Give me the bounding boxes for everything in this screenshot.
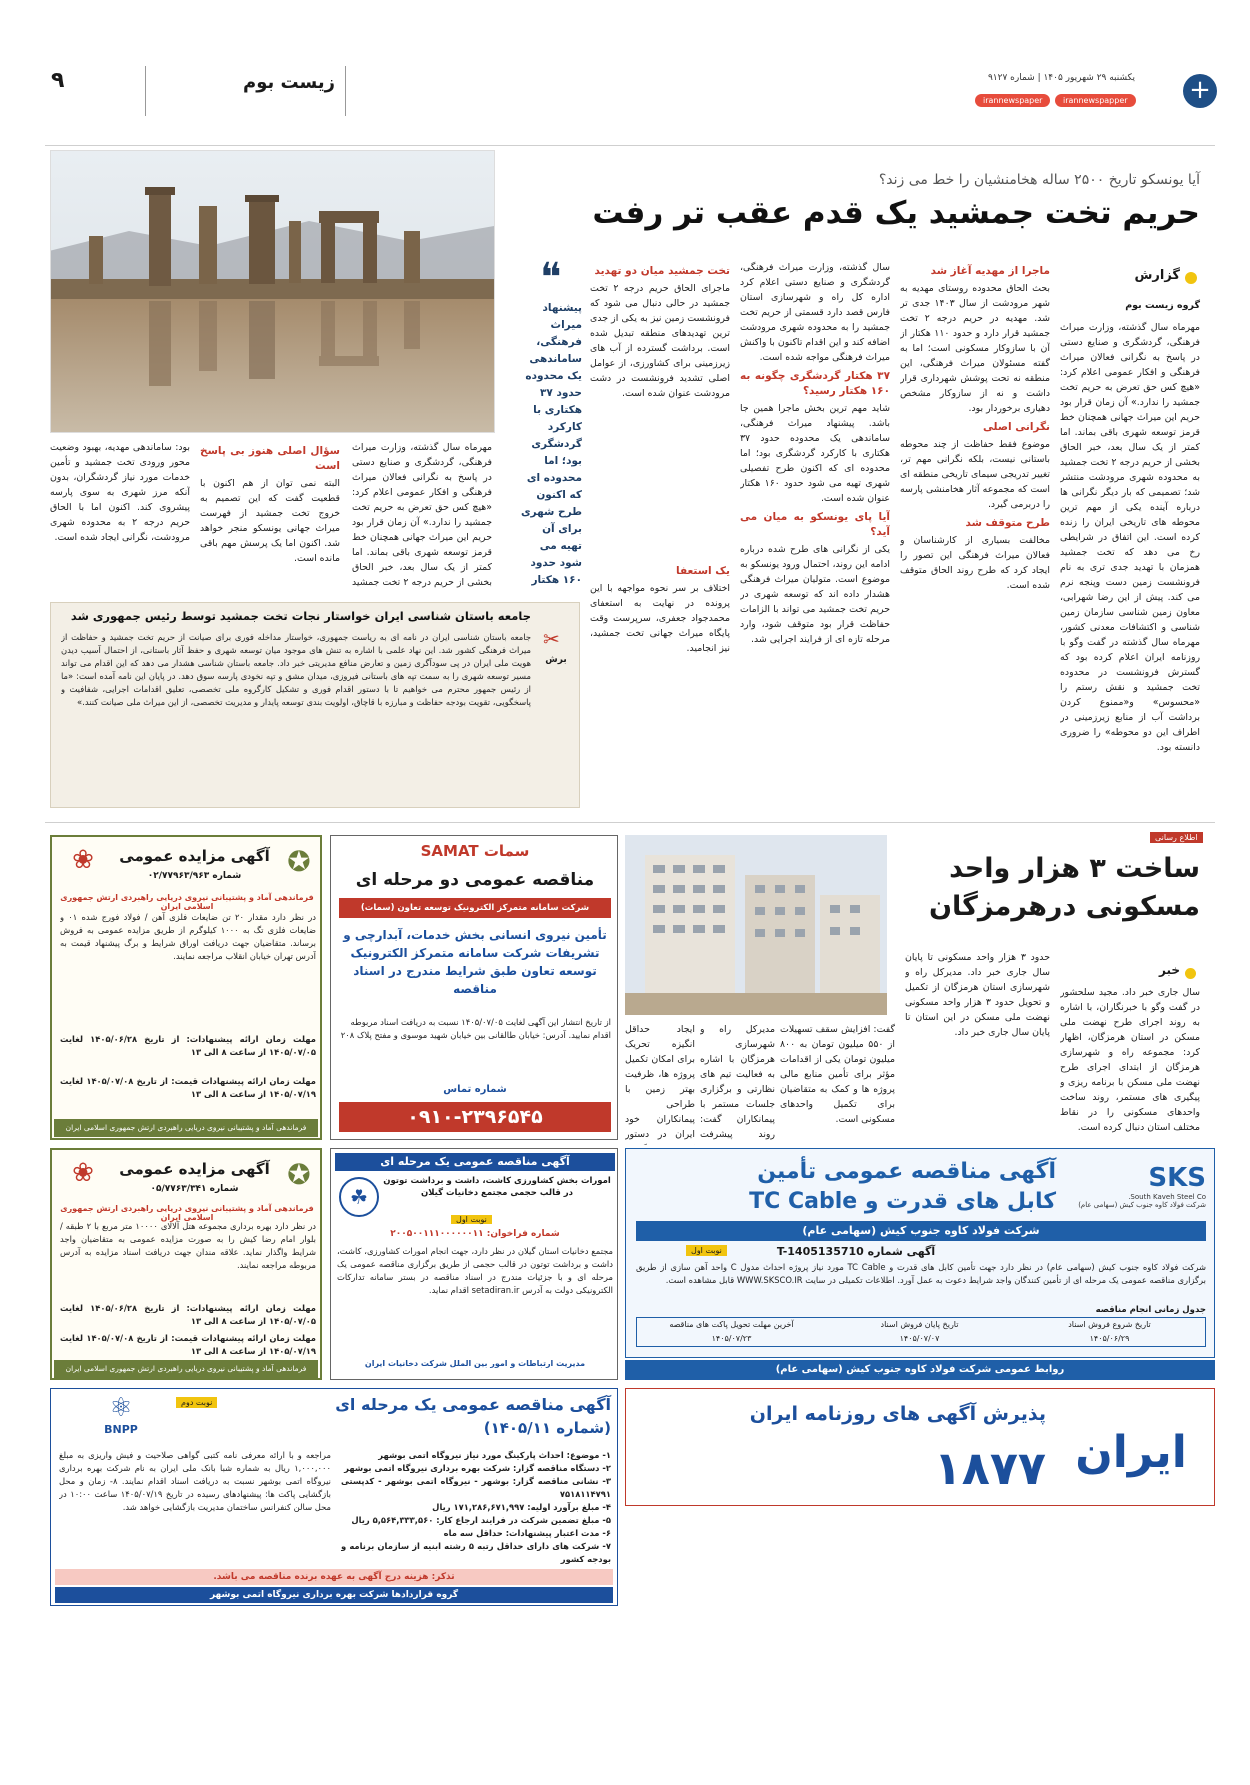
sidebar-box xyxy=(50,602,580,808)
samat-body: از تاریخ انتشار این آگهی لغایت ۱۴۰۵/۰۷/۰۵ نسبت به دریافت اسناد مربوطه اقدام نمایید. آدرس: خیابان طالقانی بین خیابان شهید موسوی و مفتح پلاک ۲۰۸ xyxy=(340,1017,611,1040)
bushehr-brand: BNPP xyxy=(104,1423,138,1436)
army-1-deadline-2: مهلت زمان ارائه پیشنهادات قیمت: از تاریخ ۱۴۰۵/۰۷/۰۸ لغایت ۱۴۰۵/۰۷/۱۹ از ساعت ۸ الی ۱۳ xyxy=(60,1076,316,1099)
persepolis-illustration xyxy=(50,151,494,433)
tobacco-stage: نوبت اول xyxy=(451,1215,492,1224)
box-body: جامعه باستان شناسی ایران در نامه ای به ریاست جمهوری، خواستار مداخله فوری برای صیانت از حریم تخت جمشید و حفاظت از میراث فرهنگی کشور شد. این نهاد علمی با اشاره به تنش های موجود میان توسعه شهری و حفظ آثار باستانی، از احتمال آسیب دیدن هویت ملی ایران در پی سودآگری زمین و تعارض منافع مدیریتی خبر داد. جامعه باستان شناسی هشدار می دهد که این اقدام می تواند مسیر توسعه شهری را به سمت تپه های باستانی فیروزی، میدان مشق و تپه نخودی پارسه سوق دهد. در پایان این نامه آمده است: «ما از رئیس جمهور محترم می خواهیم تا با دستور اقدام فوری و تشکیل کارگروه ملی تخصصی، تعلیق اقدامات اجرایی، شفافیت و پاسخگویی، تقویت بودجه حفاظت و مبارزه با قاچاق، اولویت بندی توسعه پایدار و مدیریت تخصصی، از این میراث ملی صیانت کنند.» xyxy=(61,632,531,707)
samat-subject: تأمین نیروی انسانی بخش خدمات، آبدارچی و تشریفات شرکت سامانه متمرکز الکترونیک توسعه تعاون طبق شرایط مندرج در اسناد مناقصه xyxy=(343,928,607,996)
bushehr-footer: گروه قراردادها شرکت بهره برداری نیروگاه اتمی بوشهر xyxy=(55,1587,613,1603)
story-col-5-text: موضوع فقط حفاظت از چند محوطه باستانی نیست، بلکه نگرانی مهم تر، تغییر تدریجی سیمای تاریخی منطقه ای است که مجموعه آثار هخامنشی پارسه را دربرمی گیرد. xyxy=(900,439,1050,510)
army-ad-2 xyxy=(50,1148,322,1380)
housing-col-3: حدود ۳ هزار واحد مسکونی تا پایان سال جاری خبر داد. مدیرکل راه و شهرسازی استان هرمزگان از تکمیل و تحویل حدود ۳ هزار واحد مسکونی نهضت ملی مسکن در این استان تا پایان سال جاری خبر داد. xyxy=(905,952,1050,1038)
sks-notice-no: آگهی شماره T-1405135710 xyxy=(776,1245,936,1258)
news-tag: خبر xyxy=(1158,963,1180,977)
story-col-8-text: ماجرای الحاق حریم درجه ۲ تخت جمشید در حالی دنبال می شود که فرونشست زمین نیز به یکی از جدی ترین تهدیدهای منطقه تبدیل شده است. برداشت گسترده از آب های زیرزمینی برای کشاورزی، از عوامل اصلی تشدید فرونشست در دشت مرودشت عنوان شده است. xyxy=(590,283,730,399)
report-label: گزارش xyxy=(1134,268,1180,283)
sks-title-1: آگهی مناقصه عمومی تأمین xyxy=(757,1159,1056,1184)
army-1-footer: فرماندهی آماد و پشتیبانی نیروی دریایی راهبردی ارتش جمهوری اسلامی ایران xyxy=(54,1119,318,1137)
army-1-title: آگهی مزایده عمومی xyxy=(119,847,270,865)
story-col-7-text: یکی از نگرانی های طرح شده درباره ادامه این روند، احتمال ورود یونسکو به موضوع است. متولیان میراث فرهنگی هشدار داده اند که توسعه شهری در حریم تخت جمشید می تواند با الزامات حفاظت قرار بود متوقف شود، وارد مرحله تازه ای از فرایند اجرایی شد. xyxy=(740,544,890,645)
story-col-2-text: سال گذشته، وزارت میراث فرهنگی، گردشگری و صنایع دستی اعلام کرد اداره کل راه و شهرسازی استان فارس قصد دارد قسمتی از حریم تخت جمشید را به محدوده شهری مرودشت اضافه کند و این اقدام تاکنون با واکنش میراث فرهنگی مواجه شده است. xyxy=(740,262,890,363)
story-col-11 xyxy=(200,440,340,590)
byline: گروه زیست بوم xyxy=(1125,300,1200,311)
sks-footer: روابط عمومی شرکت فولاد کاوه جنوب کیش (سهامی عام) xyxy=(625,1360,1215,1380)
section-title: زیست بوم xyxy=(243,72,335,93)
iran-logo: ایران xyxy=(1075,1427,1187,1478)
sks-schedule-label: جدول زمانی انجام مناقصه xyxy=(1095,1305,1206,1315)
bushehr-note: تذکر: هزینه درج آگهی به عهده برنده مناقصه می باشد. xyxy=(55,1569,613,1585)
samat-phone[interactable]: ۰۹۱۰-۲۳۹۶۵۴۵ xyxy=(339,1102,611,1132)
army-2-body: در نظر دارد بهره برداری مجموعه هتل آلالای ۱۰۰۰۰ متر مربع با ۲ طبقه / بلوار امام رضا کیش را به صورت مزایده عمومی به متقاضیان واجد شرایط واگذار نماید. علاقه مندان جهت دریافت اسناد مزایده به آدرس مربوطه مراجعه نمایند. xyxy=(60,1221,316,1270)
box-title: جامعه باستان شناسی ایران خواستار نجات تخت جمشید توسط رئیس جمهوری شد xyxy=(70,609,531,623)
quote-icon: ❝ xyxy=(540,255,562,301)
housing-photo xyxy=(625,835,887,1015)
news-tag-dot xyxy=(1185,968,1196,979)
bushehr-logo xyxy=(81,1393,161,1445)
sks-brand: SKS xyxy=(1148,1163,1206,1193)
sks-stage: نوبت اول xyxy=(686,1245,727,1256)
bushehr-ad xyxy=(50,1388,618,1606)
persepolis-photo xyxy=(50,150,495,433)
samat-brand: سمات SAMAT xyxy=(420,842,530,860)
subhead-5: آیا پای یونسکو به میان می آید؟ xyxy=(740,511,890,538)
sks-col-v3: ۱۴۰۵/۰۷/۲۳ xyxy=(711,1334,752,1343)
story-col-10: بود: ساماندهی مهدیه، بهبود وضعیت محور ورودی تخت جمشید و تأمین خدمات مورد نیاز گردشگران، بدون آنکه مرز شهری به سوی پارسه پیشروی کند. اکنون اما با الحاق حریم درجه ۲ به محدوده شهری مرودشت، نگرانی ایجاد شده است. xyxy=(50,442,190,543)
tobacco-number: شماره فراخوان: ۲۰۰۵۰۰۱۱۱۰۰۰۰۰۰۱۱ xyxy=(390,1229,560,1239)
army-1-org: فرماندهی آماد و پشتیبانی نیروی دریایی راهبردی ارتش جمهوری اسلامی ایران xyxy=(60,893,314,911)
social-handle-1[interactable]: irannewspaper xyxy=(975,94,1050,107)
subhead-8: سؤال اصلی هنوز بی پاسخ است xyxy=(200,445,340,472)
army-2-footer: فرماندهی آماد و پشتیبانی نیروی دریایی راهبردی ارتش جمهوری اسلامی ایران xyxy=(54,1360,318,1378)
samat-phone-label: شماره تماس xyxy=(443,1084,507,1095)
story-col-10-text: البته نمی توان از هم اکنون با قطعیت گفت که این تصمیم به خروج تخت جمشید از فهرست میراث جهانی یونسکو منجر خواهد شد. اکنون اما یک پرسش مهم باقی مانده است. xyxy=(200,478,340,564)
sks-brand-sub: South Kaveh Steel Co. xyxy=(1128,1193,1206,1201)
iran-phone[interactable]: ۱۸۷۷ xyxy=(933,1441,1046,1495)
iran-ad xyxy=(625,1388,1215,1506)
army-ad-1 xyxy=(50,835,322,1140)
samat-company: شرکت سامانه متمرکز الکترونیک توسعه تعاون (سمات) xyxy=(339,898,611,918)
report-label-dot xyxy=(1185,272,1197,284)
bushehr-number: (شماره ۱۴۰۵/۱۱) xyxy=(483,1419,611,1437)
tobacco-subtitle: امورات بخش کشاورزی کاشت، داشت و برداشت توتون در قالب حجمی مجتمع دخانیات گیلان xyxy=(383,1176,611,1198)
army-2-deadline-2: مهلت زمان ارائه پیشنهادات قیمت: از تاریخ ۱۴۰۵/۰۷/۰۸ لغایت ۱۴۰۵/۰۷/۱۹ از ساعت ۸ الی ۱۳ xyxy=(60,1333,316,1356)
subhead-3: نگرانی اصلی xyxy=(982,421,1050,433)
army-1-deadline-1: مهلت زمان ارائه پیشنهادات: از تاریخ ۱۴۰۵/۰۶/۲۸ لغایت ۱۴۰۵/۰۷/۰۵ از ساعت ۸ الی ۱۳ xyxy=(60,1034,316,1057)
tobacco-body: مجتمع دخانیات استان گیلان در نظر دارد، جهت انجام امورات کشاورزی، کاشت، داشت و برداشت توتون در قالب حجمی از طریق برگزاری مناقصه عمومی یک مرحله ای و با جزئیات مندرج در اسناد مناقصه در بستر سامانه تدارکات الکترونیکی دولت به آدرس setadiran.ir اقدام نماید. xyxy=(337,1246,613,1295)
housing-col-5: ایجاد حداقل انگیزه تحریک برای امکان تکمیل پروژه ها، ظرفیت بهتر زمین با طراحی پیمانکاران خود ایران در دستور xyxy=(625,1024,695,1140)
atom-icon: ⚛ xyxy=(109,1393,133,1423)
subhead-2: ۳۷ هکتار گردشگری چگونه به ۱۶۰ هکتار رسید؟ xyxy=(740,370,890,397)
story-col-2 xyxy=(900,260,1050,810)
building-illustration xyxy=(625,835,887,1015)
tobacco-footer: مدیریت ارتباطات و امور بین الملل شرکت دخانیات ایران xyxy=(364,1359,586,1368)
army-1-number: شماره ۰۲/۷۷۹۶۳/۹۶۳ xyxy=(147,871,242,881)
page-number: ۹ xyxy=(51,68,65,93)
tobacco-logo: ☘ xyxy=(339,1177,379,1217)
tobacco-title: آگهی مناقصه عمومی یک مرحله ای xyxy=(335,1153,615,1171)
sks-col-h2: تاریخ پایان فروش اسناد xyxy=(880,1320,959,1329)
sks-body: شرکت فولاد کاوه جنوب کیش (سهامی عام) در نظر دارد جهت تأمین کابل های قدرت و TC Cable مورد نیاز پروژه احداث مدول C واحد آهن سازی از طریق برگزاری مناقصه عمومی یک مرحله ای از تأمین کنندگان واجد شرایط دعوت به عمل آورد. اطلاعات تکمیلی در سایت WWW.SKSCO.IR قابل مشاهده است. xyxy=(636,1262,1206,1285)
subhead-4: طرح متوقف شد xyxy=(965,517,1050,529)
bushehr-items: ۱- موضوع: احداث پارکینگ مورد نیاز نیروگاه اتمی بوشهر ۲- دستگاه مناقصه گزار: شرکت بهره برداری نیروگاه اتمی بوشهر ۳- نشانی مناقصه گزار: بوشهر - نیروگاه اتمی بوشهر - کدپستی ۷۵۱۸۱۱۴۷۹۱ ۴- مبلغ برآورد اولیه: ۱۷۱,۲۸۶,۶۷۱,۹۹۷ ریال ۵- مبلغ تضمین شرکت در فرایند ارجاع کار: ۵,۵۶۴,۳۳۳,۵۶۰ ریال ۶- مدت اعتبار پیشنهادات: حداقل سه ماه ۷- شرکت های دارای حداقل رتبه ۵ رشته ابنیه از سازمان برنامه و بودجه کشور xyxy=(341,1450,611,1564)
housing-headline: ساخت ۳ هزار واحد مسکونی درهرمزگان xyxy=(929,853,1200,922)
bushehr-title: آگهی مناقصه عمومی یک مرحله ای xyxy=(335,1395,611,1414)
army-emblem-icon: ✪ xyxy=(287,1158,311,1191)
housing-col-4: مدیرکل راه و شهرسازی هرمزگان با اشاره به فعالیت تیم های نظارتی و برگزاری جلسات مستمر با پیمانکاران گفت: روند پیشرفت xyxy=(700,1024,775,1140)
subhead-6: تخت جمشید میان دو تهدید xyxy=(594,265,730,277)
housing-col-2: گفت: افزایش سقف تسهیلات از ۵۵۰ میلیون تومان به ۸۰۰ میلیون تومان یکی از اقدامات مؤثر برای تأمین منابع مالی پروژه ها و کمک به متقاضیان برای تکمیل واحدهای مسکونی است. xyxy=(780,1024,895,1125)
army-seal-icon: ❀ xyxy=(72,845,94,875)
sks-col-v1: ۱۴۰۵/۰۶/۲۹ xyxy=(1089,1334,1130,1343)
story-col-4 xyxy=(590,260,730,555)
samat-ad xyxy=(330,835,618,1140)
army-2-org: فرماندهی آماد و پشتیبانی نیروی دریایی راهبردی ارتش جمهوری اسلامی ایران xyxy=(60,1204,314,1222)
story-col-3-text: بحث الحاق محدوده روستای مهدیه به شهر مرودشت از سال ۱۴۰۳ جدی تر شد. مهدیه در حریم درجه ۲ تخت جمشید قرار دارد و حدود ۱۱۰ هکتار از آن با سازوکار مسکونی است؛ اما به گفته مسئولان میراث فرهنگی، این منطقه نه تحت پوشش شهرداری قرار داشت و نه از سازوکار مشخص دهیاری برخوردار بود. xyxy=(900,283,1050,414)
bushehr-stage: نوبت دوم xyxy=(176,1397,217,1408)
sks-schedule-table xyxy=(636,1317,1206,1347)
social-handle-2[interactable]: irannewspapper xyxy=(1055,94,1136,107)
scissors-icon: ✂ xyxy=(543,627,560,651)
army-2-title: آگهی مزایده عمومی xyxy=(119,1160,270,1178)
sks-title-2: کابل های قدرت و TC Cable xyxy=(749,1189,1056,1214)
army-1-body: در نظر دارد مقدار ۲۰ تن ضایعات فلزی آهن / فولاد فورج شده ۰۱ و ضایعات فلزی تگ به ۱۰۰۰ کیلوگرم از طریق مزایده عمومی به فروش برساند. متقاضیان جهت دریافت اوراق شرایط و برگ پیشنهاد قیمت به آدرس تهران خیابان انقلاب مراجعه نمایند. xyxy=(60,912,316,961)
box-label: برش xyxy=(545,655,567,665)
header-divider xyxy=(345,66,346,116)
story-headline: حریم تخت جمشید یک قدم عقب تر رفت xyxy=(592,195,1200,231)
plus-icon[interactable]: + xyxy=(1183,74,1217,108)
sks-col-v2: ۱۴۰۵/۰۷/۰۷ xyxy=(899,1334,940,1343)
sks-ad xyxy=(625,1148,1215,1358)
story-col-1: مهرماه سال گذشته، وزارت میراث فرهنگی، گردشگری و صنایع دستی در پاسخ به نگرانی فعالان میراث فرهنگی و افکار عمومی اعلام کرد: «هیچ کس حق تعرض به حریم تخت جمشید را ندارد.» آن زمان قرار بود حریم این میراث جهانی همچنان خط قرمز توسعه شهری باقی بماند. اما کمتر از یک سال بعد، خبر الحاق بخشی از حریم درجه ۲ تخت جمشید به محدوده شهری مرودشت منتشر شد؛ تصمیمی که بار دیگر نگرانی ها درباره آینده یکی از مهم ترین محوطه های تاریخی ایران را زنده کرده است. این اتفاق در شرایطی رخ می دهد که تخت جمشید همزمان با تهدید جدی تری به نام فرونشست زمین دست وپنجه نرم می کند. پیش از این رضا شهرابی، معاون زمین شناسی سازمان زمین شناسی و اکتشافات معدنی کشور، مهرماه سال گذشته در گفت وگو با روزنامه ایران اعلام کرده بود که گسترش فرونشست در محدوده تخت جمشید و نقش رستم را «محسوس» و«ممنوع کردن برداشت آب از منابع زیرزمینی در اطراف این دو محوطه» را ضروری دانسته بود. xyxy=(1060,322,1200,753)
pull-quote: پیشنهاد میراث فرهنگی، ساماندهی یک محدوده حدود ۳۷ هکتاری با کارکرد گردشگری بود؛ اما محدوده ای که اکنون طرح شهری برای آن تهیه می شود حدود ۱۶۰ هکتار xyxy=(520,302,582,586)
issue-date: یکشنبه ۲۹ شهریور ۱۴۰۵ | شماره ۹۱۲۷ xyxy=(987,73,1135,83)
samat-title: مناقصه عمومی دو مرحله ای xyxy=(355,870,595,890)
housing-col-1: سال جاری خبر داد. مجید سلحشور در گفت وگو با خبرنگاران، با اشاره به روند اجرای طرح نهضت ملی مسکن در استان هرمزگان، اظهار کرد: مجموعه راه و شهرسازی هرمزگان از ابتدای اجرای طرح نهضت ملی مسکن با برنامه ریزی و پیگیری های مستمر، روند ساخت واحدهای مسکونی را در نقاط مختلف استان دنبال کرده است. xyxy=(1060,987,1200,1133)
story-col-12: مهرماه سال گذشته، وزارت میراث فرهنگی، گردشگری و صنایع دستی در پاسخ به نگرانی فعالان میراث فرهنگی و افکار عمومی اعلام کرد: «هیچ کس حق تعرض به حریم تخت جمشید را ندارد.» آن زمان قرار بود حریم این میراث جهانی همچنان خط قرمز توسعه شهری باقی بماند. اما کمتر از یک سال بعد، خبر الحاق بخشی از حریم درجه ۲ تخت جمشید xyxy=(352,442,492,588)
sks-logo xyxy=(1066,1163,1206,1209)
army-emblem-icon: ✪ xyxy=(287,845,311,878)
section-rule xyxy=(45,822,1215,823)
story-col-3 xyxy=(740,260,890,810)
story-col-4-text: شاید مهم ترین بخش ماجرا همین جا باشد. پیشنهاد میراث فرهنگی، ساماندهی یک محدوده حدود ۳۷ هکتاری با کارکرد گردشگری بود؛ اما محدوده ای که اکنون طرح تفصیلی شهری تهیه می شود حدود ۱۶۰ هکتار عنوان شده است. xyxy=(740,403,890,504)
army-2-number: شماره ۰۵/۷۷۶۳/۳۴۱ xyxy=(150,1184,239,1194)
iran-slogan: پذیرش آگهی های روزنامه ایران xyxy=(749,1403,1046,1425)
sks-company-bar: شرکت فولاد کاوه جنوب کیش (سهامی عام) xyxy=(636,1221,1206,1241)
story-col-6-text: مخالفت بسیاری از کارشناسان و فعالان میراث فرهنگی این تصور را ایجاد کرد که طرح روند الحاق متوقف شده است. xyxy=(900,535,1050,591)
sks-brand-fa: شرکت فولاد کاوه جنوب کیش (سهامی عام) xyxy=(1078,1201,1206,1209)
tobacco-ad xyxy=(330,1148,618,1380)
story-kicker: آیا یونسکو تاریخ ۲۵۰۰ ساله هخامنشیان را خط می زند؟ xyxy=(878,172,1200,188)
subhead-7: یک استعفا xyxy=(676,565,730,577)
sks-col-h1: تاریخ شروع فروش اسناد xyxy=(1068,1320,1151,1329)
header-rule xyxy=(45,145,1215,146)
story-col-4b xyxy=(590,560,730,810)
housing-label: اطلاع رسانی xyxy=(1150,832,1203,843)
army-seal-icon: ❀ xyxy=(72,1158,94,1188)
army-2-deadline-1: مهلت زمان ارائه پیشنهادات: از تاریخ ۱۴۰۵/۰۶/۲۸ لغایت ۱۴۰۵/۰۷/۰۵ از ساعت ۸ الی ۱۳ xyxy=(60,1303,316,1326)
header-divider xyxy=(145,66,146,116)
bushehr-body: مراجعه و با ارائه معرفی نامه کتبی گواهی صلاحیت و فیش واریزی به مبلغ ۱,۰۰۰,۰۰۰ ریال به شماره شبا بانک ملی ایران به نام شرکت بهره برداری نیروگاه اتمی بوشهر نسبت به دریافت اسناد اقدام نمایند. ۸- زمان و محل بازگشایی پاکت ها: پیشنهادهای رسیده در تاریخ ۱۴۰۵/۰۷/۱۹ ساعت ۱۰:۰۰ در محل سالن کنفرانس ساختمان مدیریت بازگشایی خواهد شد. xyxy=(59,1450,331,1512)
sks-col-h3: آخرین مهلت تحویل پاکت های مناقصه xyxy=(669,1320,794,1329)
page-header xyxy=(45,62,1215,122)
story-col-9-text: اختلاف بر سر نحوه مواجهه با این پرونده در نهایت به استعفای محمدجواد جعفری، سرپرست وقت پایگاه میراث جهانی تخت جمشید، نیز انجامید. xyxy=(590,583,730,654)
subhead-1: ماجرا از مهدیه آغاز شد xyxy=(930,265,1050,277)
